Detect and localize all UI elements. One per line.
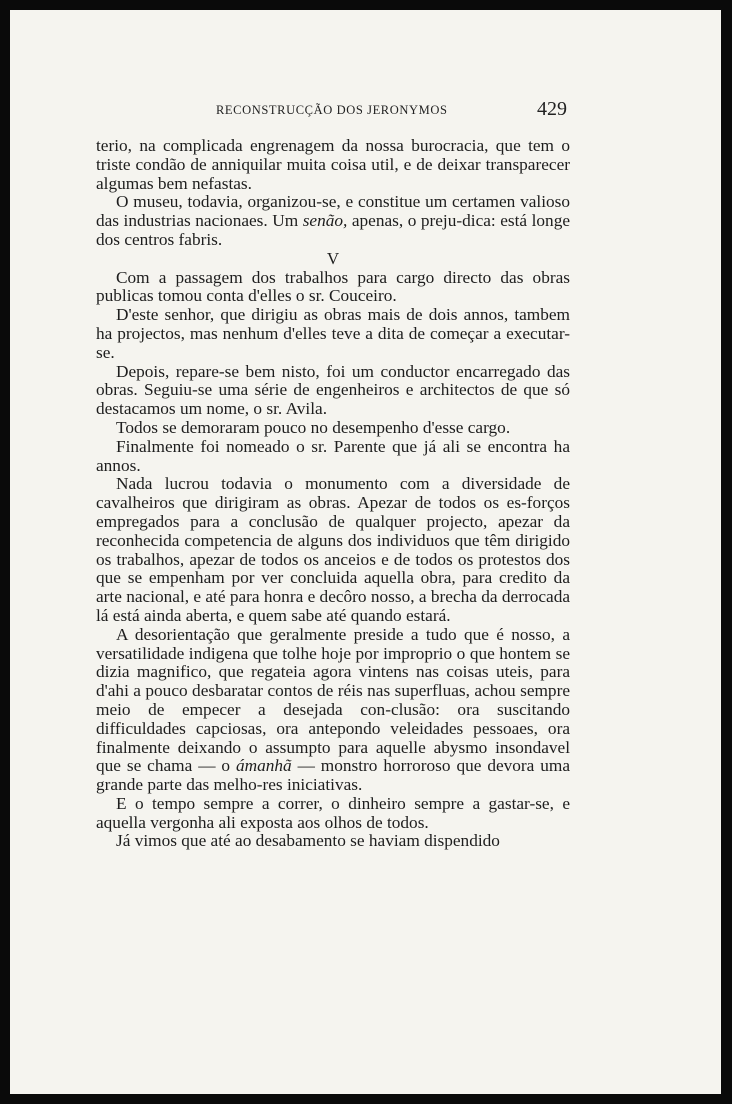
paragraph-1: terio, na complicada engrenagem da nossa burocracia, que tem o triste condão de anniquilar muita coisa util, e de deixar transparecer algumas bem nefastas. (96, 136, 570, 193)
paragraph-10: E o tempo sempre a correr, o dinheiro sempre a gastar-se, e aquella vergonha ali exposta aos olhos de todos. (96, 793, 570, 832)
paragraph-3: Com a passagem dos trabalhos para cargo directo das obras publicas tomou conta d'elles o sr. Couceiro. (96, 267, 570, 306)
book-page (10, 10, 721, 1094)
emphasis-senao: senão, (302, 211, 348, 231)
body-text (96, 137, 570, 851)
paragraph-7: Finalmente foi nomeado o sr. Parente que já ali se encontra ha annos. (96, 436, 570, 475)
paragraph-8: Nada lucrou todavia o monumento com a diversidade de cavalheiros que dirigiram as obras. Apezar de todos os es-forços empregados para a conclusão de qualquer projecto, apezar da reconhecida competencia de alguns dos individuos que têm dirigido os trabalhos, apezar de todos os anceios e de todos os protestos dos que se empenham por ver concluida aquella obra, para credito da arte nacional, e até para honra e decôro nosso, a brecha da derrocada lá está ainda aberta, e quem sabe até quando estará. (96, 474, 571, 625)
paragraph-9-text-a: A desorientação que geralmente preside a tudo que é nosso, a versatilidade indigena que tolhe hoje por improprio o que hontem se dizia magnifico, que regateia agora vintens nas coisas uteis, para d'ahi a pouco desbaratar contos de réis nas superfluas, achou sempre meio de empecer a desejada con-clusão: ora suscitando difficuldades capciosas, ora antepondo veleidades pessoaes, ora finalmente deixando o assumpto para aquelle abysmo insondavel que se chama — o (96, 624, 570, 776)
page-number: 429 (537, 98, 567, 120)
page-header (10, 100, 721, 124)
emphasis-amanha: ámanhã (235, 756, 292, 776)
running-title: RECONSTRUCÇÃO DOS JERONYMOS (216, 103, 448, 117)
section-heading: V (326, 248, 340, 268)
paragraph-9-text-b: — monstro horroroso que devora uma grande parte das melho-res iniciativas. (96, 756, 571, 795)
paragraph-4: D'este senhor, que dirigiu as obras mais de dois annos, tambem ha projectos, mas nenhum d'elles teve a dita de começar a executar-se. (96, 305, 570, 362)
paragraph-2-text-a: O museu, todavia, organizou-se, e constitue um certamen valioso das industrias nacionaes. Um (96, 192, 570, 231)
paragraph-6: Todos se demoraram pouco no desempenho d'esse cargo. (116, 417, 511, 437)
paragraph-2-text-b: apenas, o preju-dica: está longe dos centros fabris. (96, 211, 571, 249)
paragraph-2 (96, 193, 570, 249)
paragraph-9 (96, 626, 570, 795)
paragraph-11: Já vimos que até ao desabamento se haviam dispendido (116, 831, 500, 851)
paragraph-5: Depois, repare-se bem nisto, foi um conductor encarregado das obras. Seguiu-se uma série de engenheiros e architectos de que só destacamos um nome, o sr. Avila. (96, 361, 570, 419)
